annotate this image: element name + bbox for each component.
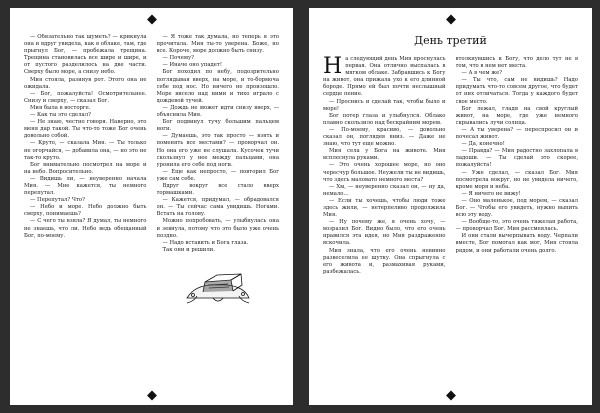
paragraph: Вдруг вокруг все стало вверх тормашками. — [156, 182, 279, 197]
right-page — [309, 8, 592, 405]
paragraph: — Правда? — Мия радостно захлопала в ладоши. — Ты сделай это скорее, пожалуйста! — [455, 148, 578, 169]
paragraph: — Ну почему же, я очень хочу, — возразил Бог. Видно было, что его очень нравился эта идея, но Мия раздраженно вскочила. — [323, 219, 446, 247]
paragraph: — Проснись и сделай так, чтобы было и море! — [323, 98, 446, 112]
left-column-2 — [157, 34, 280, 385]
paragraph: — Если ты хочешь, чтобы люди тоже здесь жили, — нетерпеливо продолжила Мия. — [323, 197, 446, 219]
paragraph: — Думаешь, это так просто — взять и поменять все местами? — проворчал он. Но она его уже не слушала. Кусочек тучи скользнул у нее между пальцами, она уронила его себе под ноги. — [156, 133, 279, 168]
paragraph: — Небо и море. Небо должно быть сверху, понимаешь? — [24, 204, 147, 218]
paragraph: Можно попробовать, — улыбнулась она и зевнула, потому что это было уже очень поздно. — [156, 218, 279, 239]
paragraph: — Вообще-то, это очень тяжелая работа, — проворчал Бог. Мия рассмеялась. — [455, 219, 578, 233]
paragraph: — Надо вставить и Бога глаза. — [162, 239, 249, 246]
right-page-text — [323, 56, 578, 385]
paragraph: втолкнувшись к Богу, что дело тут не в том, что в нем нет места. — [455, 56, 578, 70]
diamond-ornament-bottom — [147, 391, 157, 401]
paragraph: — По-моему, красиво, — довольно сказал он, поглядев вниз. — Даже не знаю, что тут еще можно. — [323, 126, 446, 148]
paragraph: — Еще как непросто, — повторил Бог уже сам себе. — [156, 168, 279, 182]
paragraph: Бог потер глаза и улыбнулся. Облако плавно скользило над бескрайним морем. — [323, 112, 446, 126]
diamond-ornament-top — [147, 15, 157, 25]
paragraph: — Почему? — [162, 55, 195, 62]
paragraph: — Обязательно так шуметь? — крикнула она и вдруг увидела, как в облаке, там, где прыгнул Бог, — пробежала трещина. Трещина становилась все шире и шире, и от пустого разделилось на две части. Сверху было море, а снизу небо. — [24, 34, 147, 76]
paragraph: — Я ничего не вижу! — [461, 190, 521, 197]
paragraph: И они стали вычерпывать воду. Черпали вместе, Бог помогал как мог, Мия стояла рядом, и они работали очень долго. — [455, 233, 578, 254]
chapter-title: День третий — [414, 34, 487, 47]
paragraph: — Хм, — неуверенно сказал он, — ну да, немало… — [323, 183, 446, 197]
paragraph: — Дождь не может идти снизу вверх, — объяснила Мия. — [156, 104, 279, 119]
right-column-1 — [323, 56, 446, 385]
paragraph: — А в чем же? — [461, 70, 503, 77]
paragraph: — Я тоже так думала, но теперь я это прочитала. Мия ты-то уверена. Боже, но все. Короче, море должно быть снизу. — [156, 34, 279, 55]
right-column-2 — [456, 56, 579, 385]
paragraph: — Круто, — сказала Мия. — Ты только не огорчайся, — добавила она, — но это не так-то круто. — [24, 140, 147, 161]
paragraph: — А ты уверена? — переспросил он и почесал живот. — [455, 126, 578, 141]
paragraph: — Это очень хорошее море, но оно чересчур большое. Неужели ты не видишь, что здесь маловато немного места? — [323, 162, 446, 183]
paragraph: — Уже сделал, — сказал Бог. Мия посмотрела вокруг, но не увидела ничего, кроме моря и неба. — [455, 169, 578, 190]
paragraph: — Оно маленькое, под морем, — сказал Бог. — Чтобы его увидеть, нужно выпить всю эту воду. — [455, 197, 578, 219]
paragraph: Мия села у Бога на животе. Мия всплеснула руками. — [323, 148, 446, 162]
illustration-tree-stump — [183, 258, 253, 308]
paragraph: Мия была в восторге. — [30, 104, 91, 111]
paragraph: Бог подвинул тучу большим пальцем ноги. — [156, 119, 279, 133]
paragraph: Мия знала, что его очень невинно развеселила ее шутку. Она спрыгнула с его живота и, размахивая руками, разбежалась. — [323, 247, 446, 275]
paragraph: — Не знаю, честно говоря. Наверно, это меня дар такой. Ты что-то тоже Бог очень довольно собой. — [24, 119, 147, 140]
drop-cap: Н — [323, 56, 343, 79]
left-page-text — [24, 34, 279, 385]
paragraph: Так они и решили. — [162, 246, 215, 253]
paragraph: — Бог, пожалуйста! Осмотрительнее. Снизу и сверху, — сказал Бог. — [24, 90, 147, 104]
paragraph: а следующий день Мия проснулась первая. Она отлично выспалась в мягком облаке. Забравшись к Богу на живот, она прижала ухо к его длинной бороде. Прямо ей был почти неслышный сердце пение. — [323, 56, 446, 98]
paragraph: Бог внимательно посмотрел на море и на небо. Вопросительно. — [24, 161, 147, 175]
paragraph: — Иначе оно упадет! — [162, 62, 222, 69]
paragraph: Бог походил по небу, подозрительно поглядывая вверх, на море, и то-бормоча себе под нос. Но ничего не произошло. Море висело над ними и тихо играло с дождевой тучей. — [156, 69, 279, 104]
diamond-ornament-bottom — [446, 391, 456, 401]
paragraph: — Ты что, сам не видишь? Надо придумать что-то совсем другое, что будет от них отличаться. Тогда у каждого будет свое место. — [455, 77, 578, 105]
paragraph: — С чего ты взяла? Я думал, ты немного не знаешь, что ли. Небо ведь обещанный Бог, по-моему. — [24, 218, 147, 239]
paragraph: — Видишь ли, — неуверенно начала Мия. — Мне кажется, ты немного перепутал. — [24, 175, 147, 197]
paragraph: — Перепутал? Что? — [30, 197, 85, 204]
paragraph: Мия стояла, разинув рот. Этого она не ожидала. — [24, 76, 147, 90]
paragraph: — Кажется, придумал, — обрадовался он. — Ты сейчас сама увидишь. Ногами. Встать на голову. — [156, 197, 279, 218]
paragraph: Бог лежал, гладя на свой круглый живот, на море, где уже немного скрывались лучи солнца. — [455, 105, 578, 126]
left-page — [10, 8, 293, 405]
left-column-1 — [24, 34, 147, 385]
diamond-ornament-top — [446, 15, 456, 25]
paragraph: — Как ты это сделал? — [30, 112, 91, 119]
paragraph: — Да, конечно! — [461, 141, 505, 148]
